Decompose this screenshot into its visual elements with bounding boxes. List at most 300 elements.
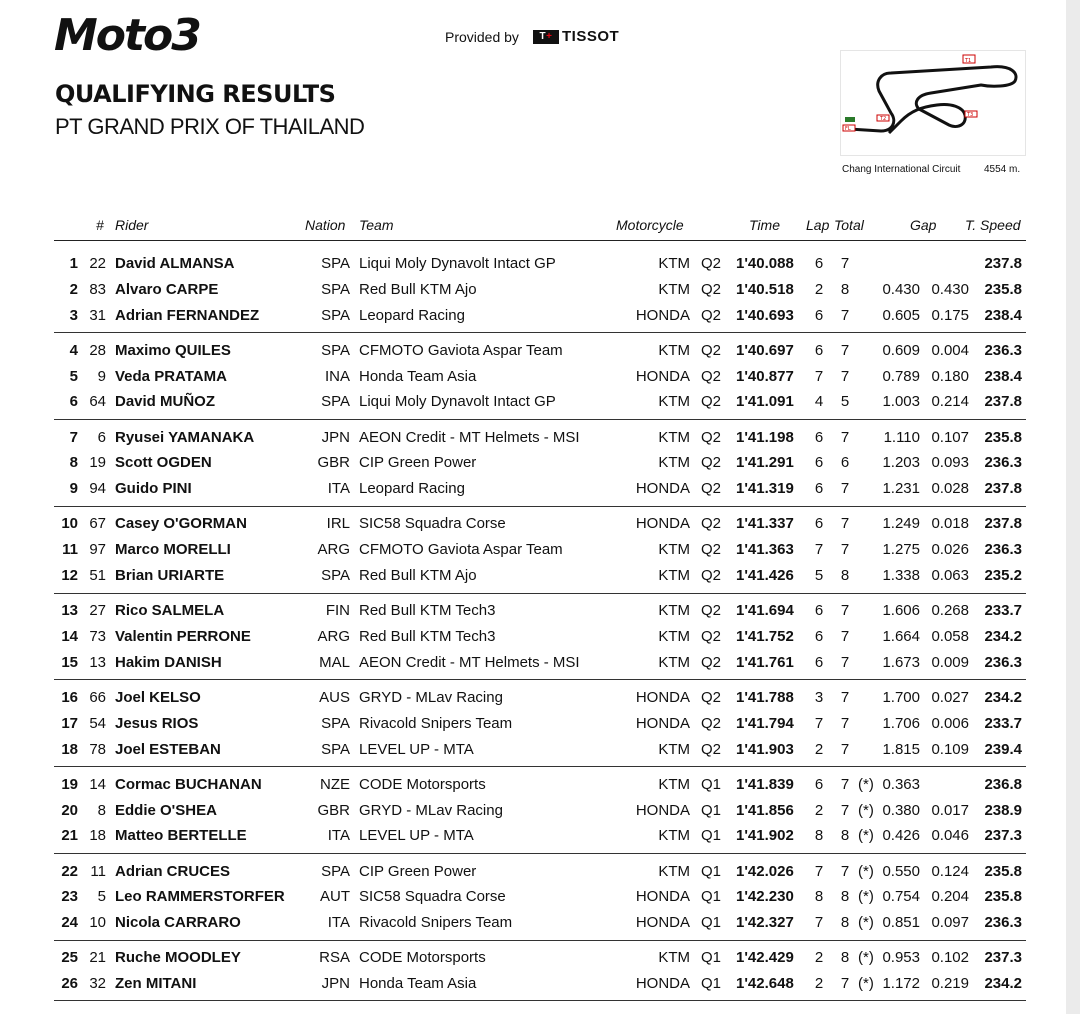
session: Q2 xyxy=(701,280,722,298)
rider-name: Casey O'GORMAN xyxy=(115,515,247,533)
rider-name: Rico SALMELA xyxy=(115,602,225,620)
best-lap: 6 xyxy=(814,628,824,645)
total-laps: 7 xyxy=(840,653,850,671)
best-time: 1'41.752 xyxy=(736,628,794,645)
top-speed: 237.8 xyxy=(984,515,1022,533)
table-row xyxy=(0,563,1080,589)
header-rider: Rider xyxy=(115,217,149,233)
group-divider xyxy=(54,332,1026,333)
total-laps: 7 xyxy=(840,515,850,533)
gap-first: 1.700 xyxy=(882,689,920,706)
map-mark-t1: T1 xyxy=(965,58,972,64)
best-lap: 3 xyxy=(814,689,824,706)
rider-number: 22 xyxy=(89,255,106,272)
best-time: 1'42.429 xyxy=(736,949,794,967)
best-time: 1'41.091 xyxy=(736,393,794,411)
best-lap: 7 xyxy=(814,862,824,880)
motorcycle: KTM xyxy=(658,827,690,845)
best-time: 1'41.319 xyxy=(736,480,794,498)
nation: ARG xyxy=(317,541,350,559)
gap-first: 0.754 xyxy=(882,888,920,906)
best-lap: 7 xyxy=(814,914,824,932)
gap-note: (*) xyxy=(858,775,874,793)
best-lap: 7 xyxy=(814,541,824,559)
rider-number: 5 xyxy=(97,888,106,906)
gap-first: 1.203 xyxy=(882,454,920,472)
gap-previous: 0.268 xyxy=(931,602,969,620)
table-row xyxy=(0,945,1080,971)
gap-first: 0.426 xyxy=(882,827,920,845)
group-divider xyxy=(54,593,1026,594)
session: Q1 xyxy=(701,827,722,845)
motorcycle: KTM xyxy=(658,280,690,298)
gap-first: 1.003 xyxy=(882,393,920,411)
position: 9 xyxy=(69,480,78,498)
position: 17 xyxy=(61,714,78,732)
top-speed: 235.8 xyxy=(984,862,1022,880)
session: Q1 xyxy=(701,975,722,993)
session: Q1 xyxy=(701,775,722,793)
team: SIC58 Squadra Corse xyxy=(359,888,506,906)
rider-name: Cormac BUCHANAN xyxy=(115,775,262,793)
rider-name: Eddie O'SHEA xyxy=(115,801,217,819)
gap-first: 1.673 xyxy=(882,653,920,671)
total-laps: 6 xyxy=(840,454,850,472)
best-lap: 2 xyxy=(814,740,824,758)
nation: SPA xyxy=(321,280,350,298)
top-speed: 234.2 xyxy=(984,975,1022,993)
nation: GBR xyxy=(317,454,350,472)
best-time: 1'40.518 xyxy=(736,280,794,298)
best-time: 1'41.788 xyxy=(736,689,794,706)
rider-name: Matteo BERTELLE xyxy=(115,827,247,845)
map-mark-t3: T3 xyxy=(967,112,974,118)
tissot-wordmark: TISSOT xyxy=(562,28,620,45)
session: Q2 xyxy=(701,740,722,758)
rider-number: 11 xyxy=(90,862,106,880)
session: Q2 xyxy=(701,653,722,671)
best-lap: 6 xyxy=(814,480,824,498)
provided-by-label: Provided by xyxy=(445,29,519,45)
gap-previous: 0.204 xyxy=(931,888,969,906)
group-divider xyxy=(54,419,1026,420)
tissot-logo xyxy=(533,28,619,45)
rider-name: Valentin PERRONE xyxy=(115,628,251,645)
rider-name: David ALMANSA xyxy=(115,255,235,272)
nation: ITA xyxy=(327,827,350,845)
circuit-name: Chang International Circuit xyxy=(842,164,961,175)
session: Q2 xyxy=(701,714,722,732)
top-speed: 237.8 xyxy=(984,480,1022,498)
best-time: 1'41.694 xyxy=(736,602,794,620)
header-nation: Nation xyxy=(305,217,346,233)
session: Q1 xyxy=(701,888,722,906)
nation: JPN xyxy=(321,975,350,993)
rider-name: Nicola CARRARO xyxy=(115,914,241,932)
best-lap: 2 xyxy=(814,280,824,298)
motorcycle: KTM xyxy=(658,653,690,671)
rider-number: 31 xyxy=(89,306,106,324)
motorcycle: KTM xyxy=(658,341,690,359)
best-time: 1'41.903 xyxy=(736,740,794,758)
gap-previous: 0.017 xyxy=(931,801,969,819)
nation: SPA xyxy=(321,341,350,359)
rider-number: 97 xyxy=(89,541,106,559)
group-divider xyxy=(54,679,1026,680)
gap-first: 1.338 xyxy=(882,567,920,584)
table-row xyxy=(0,364,1080,390)
table-row xyxy=(0,598,1080,624)
table-row xyxy=(0,737,1080,763)
team: Red Bull KTM Ajo xyxy=(359,280,477,298)
header-number: # xyxy=(96,217,104,233)
session: Q1 xyxy=(701,949,722,967)
best-time: 1'41.198 xyxy=(736,428,794,446)
gap-first: 1.249 xyxy=(882,515,920,533)
best-lap: 6 xyxy=(814,454,824,472)
gap-previous: 0.009 xyxy=(931,653,969,671)
nation: SPA xyxy=(321,740,350,758)
best-lap: 6 xyxy=(814,255,824,272)
rider-name: Marco MORELLI xyxy=(115,541,231,559)
session: Q2 xyxy=(701,367,722,385)
best-time: 1'41.794 xyxy=(736,714,794,732)
rider-number: 6 xyxy=(97,428,106,446)
motorcycle: KTM xyxy=(658,428,690,446)
gap-first: 1.110 xyxy=(883,428,920,446)
rider-number: 32 xyxy=(89,975,106,993)
top-speed: 237.8 xyxy=(984,393,1022,411)
position: 11 xyxy=(62,541,78,559)
best-lap: 6 xyxy=(814,341,824,359)
motorcycle: KTM xyxy=(658,393,690,411)
best-time: 1'41.902 xyxy=(736,827,794,845)
table-row xyxy=(0,859,1080,885)
top-speed: 233.7 xyxy=(984,714,1022,732)
gap-first: 0.851 xyxy=(882,914,920,932)
gap-first: 0.430 xyxy=(882,280,920,298)
top-speed: 238.4 xyxy=(984,306,1022,324)
circuit-map xyxy=(840,50,1026,156)
gap-previous: 0.175 xyxy=(931,306,969,324)
gap-previous: 0.097 xyxy=(931,914,969,932)
gap-note: (*) xyxy=(858,827,874,845)
gap-first: 0.605 xyxy=(882,306,920,324)
total-laps: 7 xyxy=(840,975,850,993)
total-laps: 7 xyxy=(840,689,850,706)
gap-first: 0.609 xyxy=(882,341,920,359)
total-laps: 8 xyxy=(840,888,850,906)
rider-number: 51 xyxy=(89,567,106,584)
top-speed: 235.8 xyxy=(984,888,1022,906)
team: Honda Team Asia xyxy=(359,975,477,993)
total-laps: 5 xyxy=(840,393,850,411)
best-time: 1'41.363 xyxy=(736,541,794,559)
table-row xyxy=(0,910,1080,936)
best-lap: 6 xyxy=(814,515,824,533)
best-lap: 8 xyxy=(814,827,824,845)
map-mark-fl: FL xyxy=(845,126,851,132)
total-laps: 7 xyxy=(840,714,850,732)
rider-name: Leo RAMMERSTORFER xyxy=(115,888,285,906)
gap-note: (*) xyxy=(858,914,874,932)
gap-first: 1.231 xyxy=(882,480,920,498)
gap-previous: 0.027 xyxy=(931,689,969,706)
rider-number: 9 xyxy=(97,367,106,385)
gap-previous: 0.028 xyxy=(931,480,969,498)
total-laps: 7 xyxy=(840,628,850,645)
gap-previous: 0.102 xyxy=(931,949,969,967)
gap-first: 1.664 xyxy=(882,628,920,645)
event-name: PT GRAND PRIX OF THAILAND xyxy=(55,114,365,139)
group-divider xyxy=(54,940,1026,941)
team: Red Bull KTM Ajo xyxy=(359,567,477,584)
session: Q2 xyxy=(701,255,722,272)
session: Q1 xyxy=(701,801,722,819)
team: Red Bull KTM Tech3 xyxy=(359,602,496,620)
best-lap: 6 xyxy=(814,653,824,671)
position: 14 xyxy=(61,628,78,645)
nation: ITA xyxy=(327,480,350,498)
total-laps: 7 xyxy=(840,480,850,498)
best-lap: 7 xyxy=(814,367,824,385)
top-speed: 235.8 xyxy=(984,280,1022,298)
team: CFMOTO Gaviota Aspar Team xyxy=(359,541,563,559)
header-total: Total xyxy=(834,217,864,233)
page-title: QUALIFYING RESULTS xyxy=(55,80,336,108)
nation: JPN xyxy=(321,428,350,446)
table-row xyxy=(0,823,1080,849)
position: 13 xyxy=(61,602,78,620)
top-speed: 235.2 xyxy=(984,567,1022,584)
table-row xyxy=(0,772,1080,798)
team: LEVEL UP - MTA xyxy=(359,827,474,845)
position: 23 xyxy=(61,888,78,906)
best-lap: 5 xyxy=(814,567,824,584)
motorcycle: KTM xyxy=(658,567,690,584)
best-time: 1'42.026 xyxy=(736,862,794,880)
motorcycle: HONDA xyxy=(635,306,690,324)
session: Q2 xyxy=(701,306,722,324)
best-time: 1'41.856 xyxy=(736,801,794,819)
table-row xyxy=(0,389,1080,415)
total-laps: 8 xyxy=(840,567,850,584)
gap-previous: 0.026 xyxy=(931,541,969,559)
motorcycle: KTM xyxy=(658,602,690,620)
tissot-cross-icon: T+ xyxy=(533,30,559,44)
gap-previous: 0.093 xyxy=(931,454,969,472)
nation: SPA xyxy=(321,393,350,411)
rider-number: 28 xyxy=(89,341,106,359)
top-speed: 235.8 xyxy=(984,428,1022,446)
best-lap: 4 xyxy=(814,393,824,411)
gap-note: (*) xyxy=(858,949,874,967)
table-row xyxy=(0,476,1080,502)
team: CIP Green Power xyxy=(359,862,477,880)
rider-name: Brian URIARTE xyxy=(115,567,225,584)
session: Q2 xyxy=(701,428,722,446)
position: 21 xyxy=(61,827,78,845)
rider-name: Ryusei YAMANAKA xyxy=(115,428,255,446)
total-laps: 7 xyxy=(840,801,850,819)
gap-previous: 0.063 xyxy=(931,567,969,584)
gap-first: 0.789 xyxy=(882,367,920,385)
table-row xyxy=(0,971,1080,997)
motorcycle: HONDA xyxy=(635,367,690,385)
rider-number: 73 xyxy=(89,628,106,645)
total-laps: 7 xyxy=(840,341,850,359)
nation: ITA xyxy=(327,914,350,932)
rider-name: Scott OGDEN xyxy=(115,454,212,472)
nation: RSA xyxy=(319,949,350,967)
position: 25 xyxy=(61,949,78,967)
table-row xyxy=(0,884,1080,910)
session: Q2 xyxy=(701,480,722,498)
session: Q2 xyxy=(701,515,722,533)
motorcycle: HONDA xyxy=(635,714,690,732)
team: AEON Credit - MT Helmets - MSI xyxy=(359,653,580,671)
top-speed: 236.3 xyxy=(984,541,1022,559)
session: Q2 xyxy=(701,341,722,359)
map-mark-t2: T2 xyxy=(880,116,887,122)
gap-note: (*) xyxy=(858,801,874,819)
best-lap: 2 xyxy=(814,801,824,819)
total-laps: 7 xyxy=(840,541,850,559)
motorcycle: HONDA xyxy=(635,689,690,706)
position: 20 xyxy=(61,801,78,819)
best-lap: 6 xyxy=(814,306,824,324)
session: Q1 xyxy=(701,862,722,880)
session: Q2 xyxy=(701,602,722,620)
motorcycle: KTM xyxy=(658,775,690,793)
gap-previous: 0.004 xyxy=(931,341,969,359)
position: 19 xyxy=(61,775,78,793)
rider-number: 54 xyxy=(89,714,106,732)
position: 10 xyxy=(61,515,78,533)
session: Q2 xyxy=(701,541,722,559)
table-row xyxy=(0,425,1080,451)
best-lap: 7 xyxy=(814,714,824,732)
rider-name: Zen MITANI xyxy=(115,975,197,993)
rider-number: 14 xyxy=(89,775,106,793)
team: CODE Motorsports xyxy=(359,775,486,793)
best-lap: 8 xyxy=(814,888,824,906)
team: AEON Credit - MT Helmets - MSI xyxy=(359,428,580,446)
team: Honda Team Asia xyxy=(359,367,477,385)
position: 7 xyxy=(69,428,78,446)
motorcycle: KTM xyxy=(658,862,690,880)
nation: GBR xyxy=(317,801,350,819)
total-laps: 8 xyxy=(840,280,850,298)
motorcycle: HONDA xyxy=(635,975,690,993)
group-divider xyxy=(54,506,1026,507)
position: 16 xyxy=(61,689,78,706)
motorcycle: KTM xyxy=(658,454,690,472)
position: 3 xyxy=(69,306,78,324)
top-speed: 238.4 xyxy=(984,367,1022,385)
total-laps: 8 xyxy=(840,914,850,932)
motorcycle: KTM xyxy=(658,541,690,559)
rider-name: Jesus RIOS xyxy=(115,714,199,732)
total-laps: 7 xyxy=(840,306,850,324)
team: CIP Green Power xyxy=(359,454,477,472)
position: 12 xyxy=(61,567,78,584)
nation: ARG xyxy=(317,628,350,645)
rider-number: 8 xyxy=(97,801,106,819)
rider-name: David MUÑOZ xyxy=(115,393,216,411)
best-time: 1'40.693 xyxy=(736,306,794,324)
top-speed: 237.3 xyxy=(984,827,1022,845)
table-row xyxy=(0,251,1080,277)
gap-first: 0.953 xyxy=(882,949,920,967)
gap-previous: 0.046 xyxy=(931,827,969,845)
nation: SPA xyxy=(321,567,350,584)
rider-name: Joel ESTEBAN xyxy=(115,740,221,758)
nation: SPA xyxy=(321,862,350,880)
total-laps: 7 xyxy=(840,740,850,758)
header-time: Time xyxy=(749,217,780,233)
top-speed: 238.9 xyxy=(984,801,1022,819)
total-laps: 8 xyxy=(840,827,850,845)
table-row xyxy=(0,685,1080,711)
best-time: 1'42.230 xyxy=(736,888,794,906)
position: 6 xyxy=(69,393,78,411)
gap-previous: 0.219 xyxy=(931,975,969,993)
nation: AUT xyxy=(320,888,350,906)
table-row xyxy=(0,303,1080,329)
rider-number: 21 xyxy=(89,949,106,967)
total-laps: 7 xyxy=(840,367,850,385)
rider-number: 10 xyxy=(89,914,106,932)
rider-number: 18 xyxy=(89,827,106,845)
motorcycle: HONDA xyxy=(635,888,690,906)
gap-first: 1.275 xyxy=(882,541,920,559)
rider-name: Joel KELSO xyxy=(115,689,201,706)
header-lap: Lap xyxy=(806,217,830,233)
motorcycle: KTM xyxy=(658,949,690,967)
position: 5 xyxy=(69,367,78,385)
motorcycle: HONDA xyxy=(635,801,690,819)
gap-first: 1.815 xyxy=(882,740,920,758)
table-row xyxy=(0,338,1080,364)
gap-previous: 0.107 xyxy=(931,428,969,446)
rider-name: Veda PRATAMA xyxy=(115,367,227,385)
nation: INA xyxy=(324,367,350,385)
top-speed: 234.2 xyxy=(984,689,1022,706)
team: CFMOTO Gaviota Aspar Team xyxy=(359,341,563,359)
best-time: 1'40.697 xyxy=(736,341,794,359)
table-row xyxy=(0,277,1080,303)
group-divider xyxy=(54,766,1026,767)
position: 1 xyxy=(69,255,78,272)
rider-name: Adrian FERNANDEZ xyxy=(115,306,260,324)
rider-name: Guido PINI xyxy=(115,480,192,498)
rider-name: Alvaro CARPE xyxy=(115,280,219,298)
header-divider xyxy=(54,240,1026,241)
motorcycle: KTM xyxy=(658,255,690,272)
top-speed: 237.8 xyxy=(984,255,1022,272)
total-laps: 7 xyxy=(840,255,850,272)
team: Rivacold Snipers Team xyxy=(359,914,513,932)
rider-number: 19 xyxy=(89,454,106,472)
gap-previous: 0.180 xyxy=(931,367,969,385)
best-lap: 6 xyxy=(814,775,824,793)
top-speed: 236.3 xyxy=(984,454,1022,472)
team: Leopard Racing xyxy=(359,306,465,324)
position: 15 xyxy=(61,653,78,671)
gap-previous: 0.124 xyxy=(931,862,969,880)
group-divider xyxy=(54,853,1026,854)
